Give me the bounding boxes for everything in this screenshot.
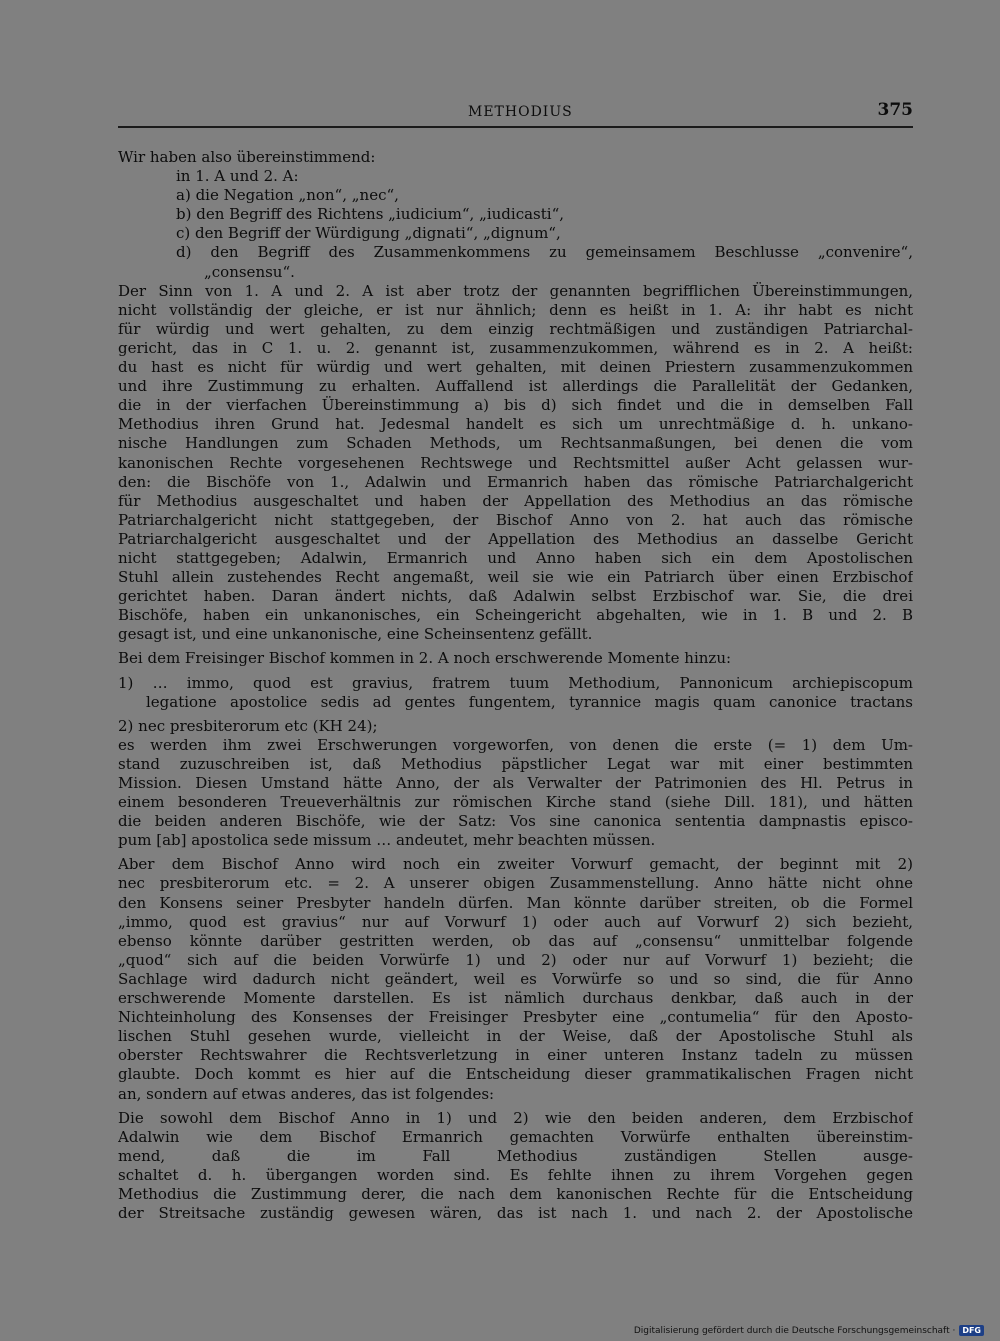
text-line: der Streitsache zuständig gewesen wären, das ist nach 1. und nach 2. der Apostolische: [118, 1204, 913, 1223]
text-line: Sachlage wird dadurch nicht geändert, weil es Vorwürfe so und so sind, die für Anno: [118, 969, 913, 988]
text-line: nec presbiterorum etc. = 2. A unserer obigen Zusammenstellung. Anno hätte nicht ohne: [118, 874, 913, 893]
text-line: b) den Begriff des Richtens „iudicium“, „iudicasti“,: [176, 205, 565, 224]
header-rule: [118, 126, 913, 128]
text-line: die beiden anderen Bischöfe, wie der Satz: Vos sine canonica sententia dampnastis episco-: [118, 812, 913, 831]
text-line: es werden ihm zwei Erschwerungen vorgeworfen, von denen die erste (= 1) dem Um-: [118, 735, 913, 754]
text-line: in 1. A und 2. A:: [176, 167, 299, 186]
page-footer: [634, 1325, 984, 1336]
page-header: [118, 100, 913, 122]
text-line: Adalwin wie dem Bischof Ermanrich gemachten Vorwürfe enthalten übereinstim-: [118, 1127, 913, 1146]
text-line: oberster Rechtswahrer die Rechtsverletzung in einer unteren Instanz tadeln zu müssen: [118, 1046, 913, 1065]
text-line: Nichteinholung des Konsenses der Freisinger Presbyter eine „contumelia“ für den Aposto-: [118, 1008, 913, 1027]
text-line: Wir haben also übereinstimmend:: [118, 148, 376, 166]
text-line: Mission. Diesen Umstand hätte Anno, der als Verwalter der Patrimonien des Hl. Petrus in: [118, 774, 913, 792]
text-line: einem besonderen Treueverhältnis zur römischen Kirche stand (siehe Dill. 181), und hätten: [118, 793, 913, 812]
dfg-logo: DFG: [959, 1325, 984, 1336]
text-line: Patriarchalgericht nicht stattgegeben, der Bischof Anno von 2. hat auch das römische: [118, 510, 913, 529]
text-line: für Methodius ausgeschaltet und haben der Appellation des Methodius an das römische: [118, 491, 913, 510]
text-line: gesagt ist, und eine unkanonische, eine Scheinsentenz gefällt.: [118, 625, 593, 644]
text-line: Bischöfe, haben ein unkanonisches, ein Scheingericht abgehalten, wie in 1. B und 2. B: [118, 606, 913, 625]
text-line: die in der vierfachen Übereinstimmung a) bis d) sich findet und die in demselben Fall: [118, 396, 913, 415]
text-line: stand zuzuschreiben ist, daß Methodius päpstlicher Legat war mit einer bestimmten: [118, 754, 913, 773]
text-line: an, sondern auf etwas anderes, das ist folgendes:: [118, 1084, 495, 1103]
text-line: gericht, das in C 1. u. 2. genannt ist, zusammenzukommen, während es in 2. A heißt:: [118, 338, 913, 357]
text-line: Methodius ihren Grund hat. Jedesmal handelt es sich um unrechtmäßige d. h. unkano-: [118, 415, 913, 434]
text-line: nische Handlungen zum Schaden Methods, um Rechtsanmaßungen, bei denen die vom: [118, 434, 913, 453]
text-line: den Konsens seiner Presbyter handeln dürfen. Man könnte darüber streiten, ob die Formel: [118, 893, 913, 912]
text-line: glaubte. Doch kommt es hier auf die Entscheidung dieser grammatikalischen Fragen nicht: [118, 1065, 913, 1084]
text-line: mend, daß die im Fall Methodius zuständigen Stellen ausge-: [118, 1146, 913, 1165]
text-line: c) den Begriff der Würdigung „dignati“, „dignum“,: [176, 224, 561, 243]
text-line: für würdig und wert gehalten, zu dem einzig rechtmäßigen und zuständigen Patriarchal-: [118, 319, 913, 338]
text-line: Methodius die Zustimmung derer, die nach dem kanonischen Rechte für die Entscheidung: [118, 1184, 913, 1203]
text-line: nicht stattgegeben; Adalwin, Ermanrich und Anno haben sich ein dem Apostolischen: [118, 548, 913, 567]
text-line: nicht vollständig der gleiche, er ist nur ähnlich; denn es heißt in 1. A: ihr habt es nicht: [118, 300, 913, 319]
body-text: [118, 148, 913, 1223]
text-line: d) den Begriff des Zusammenkommens zu gemeinsamem Beschlusse „convenire“,: [176, 243, 913, 262]
text-line: Stuhl allein zustehendes Recht angemaßt, weil sie wie ein Patriarch über einen Erzbischof: [118, 568, 913, 587]
text-line: den: die Bischöfe von 1., Adalwin und Ermanrich haben das römische Patriarchalgericht: [118, 472, 913, 491]
text-line: 1) … immo, quod est gravius, fratrem tuum Methodium, Pannonicum archiepiscopum: [118, 673, 913, 692]
text-line: Patriarchalgericht ausgeschaltet und der Appellation des Methodius an dasselbe Gericht: [118, 529, 913, 548]
text-line: Bei dem Freisinger Bischof kommen in 2. A noch erschwerende Momente hinzu:: [118, 649, 732, 668]
text-line: ebenso könnte darüber gestritten werden, ob das auf „consensu“ unmittelbar folgende: [118, 931, 913, 950]
text-line: gerichtet haben. Daran ändert nichts, daß Adalwin selbst Erzbischof war. Sie, die drei: [118, 587, 913, 606]
text-line: Aber dem Bischof Anno wird noch ein zweiter Vorwurf gemacht, der beginnt mit 2): [118, 855, 913, 874]
text-line: „immo, quod est gravius“ nur auf Vorwurf 1) oder auch auf Vorwurf 2) sich bezieht,: [118, 912, 913, 931]
text-line: und ihre Zustimmung zu erhalten. Auffallend ist allerdings die Parallelität der Gedanken,: [118, 377, 913, 396]
text-line: Der Sinn von 1. A und 2. A ist aber trotz der genannten begrifflichen Übereinstimmungen,: [118, 281, 913, 300]
running-title: METHODIUS: [468, 104, 573, 120]
text-line: „quod“ sich auf die beiden Vorwürfe 1) und 2) oder nur auf Vorwurf 1) bezieht; die: [118, 950, 913, 969]
text-line: lischen Stuhl gesehen wurde, vielleicht in der Weise, daß der Apostolische Stuhl als: [118, 1027, 913, 1046]
page-number: 375: [877, 100, 913, 120]
text-line: kanonischen Rechte vorgesehenen Rechtswege und Rechtsmittel außer Acht gelassen wur-: [118, 453, 913, 472]
text-line: 2) nec presbiterorum etc (KH 24);: [118, 716, 378, 735]
text-line: erschwerende Momente darstellen. Es ist nämlich durchaus denkbar, daß auch in der: [118, 989, 913, 1008]
text-line: a) die Negation „non“, „nec“,: [176, 186, 399, 205]
text-line: Die sowohl dem Bischof Anno in 1) und 2) wie den beiden anderen, dem Erzbischof: [118, 1108, 913, 1127]
text-line: du hast es nicht für würdig und wert gehalten, mit deinen Priestern zusammenzukommen: [118, 358, 913, 377]
text-line: schaltet d. h. übergangen worden sind. Es fehlte ihnen zu ihrem Vorgehen gegen: [118, 1165, 913, 1184]
digitization-credit: Digitalisierung gefördert durch die Deutsche Forschungsgemeinschaft ·: [633, 1325, 956, 1336]
text-line: pum [ab] apostolica sede missum … andeutet, mehr beachten müssen.: [118, 831, 656, 850]
text-line: „consensu“.: [204, 262, 295, 281]
text-line: legatione apostolice sedis ad gentes fungentem, tyrannice magis quam canonice tractans: [146, 692, 913, 711]
